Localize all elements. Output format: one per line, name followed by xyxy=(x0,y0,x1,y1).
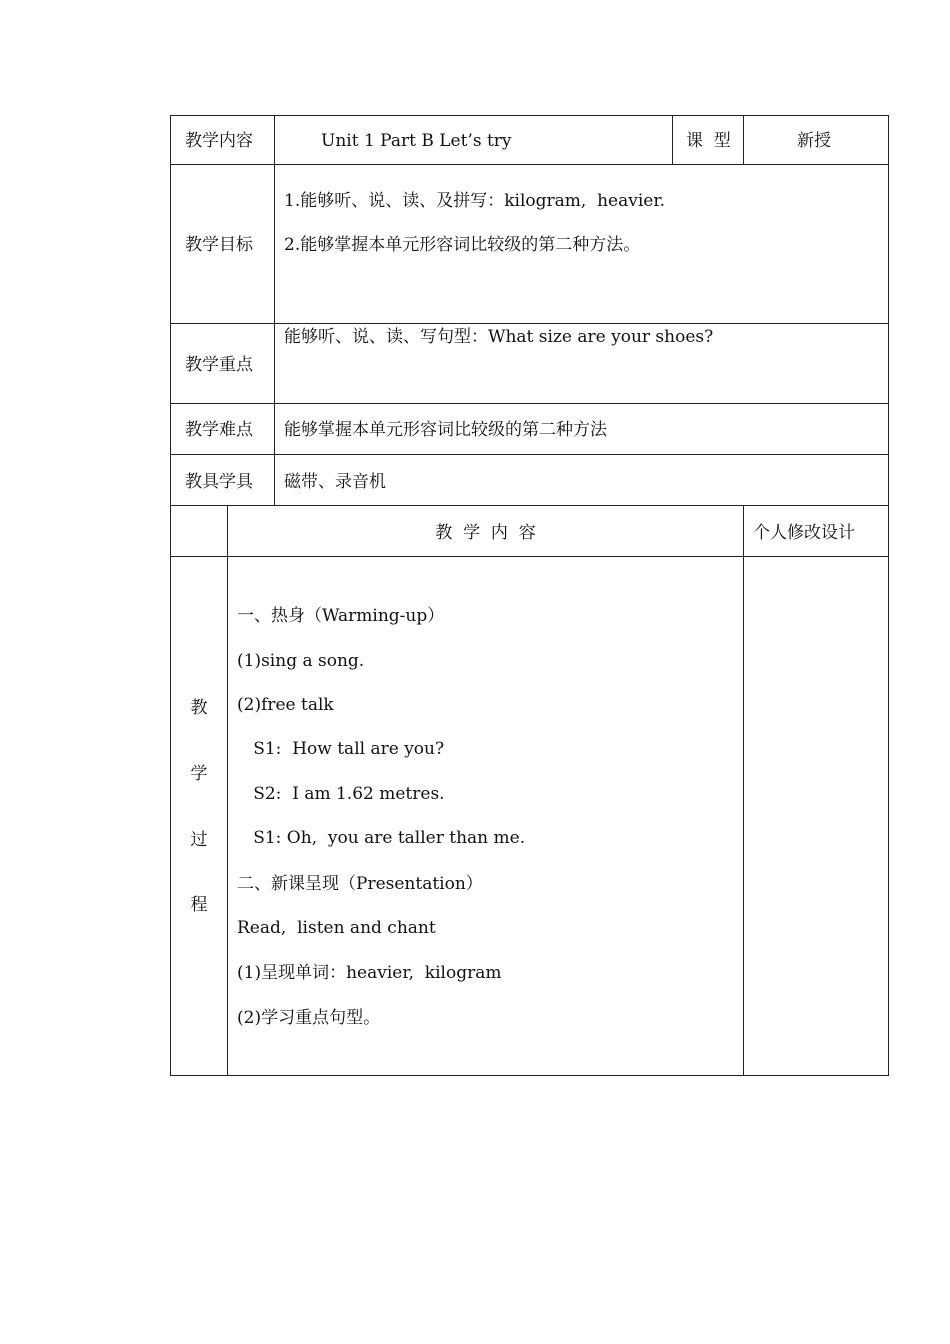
process-label-char: 教 xyxy=(190,698,208,718)
table-border-right xyxy=(888,115,889,1076)
process-label-char: 学 xyxy=(190,764,208,784)
type-label-divider-right xyxy=(743,115,744,165)
label-column-divider xyxy=(274,115,275,506)
process-line: (2)free talk xyxy=(237,695,334,715)
personal-design-divider xyxy=(743,505,744,1076)
row-divider-2 xyxy=(170,323,889,324)
type-label-divider-left xyxy=(672,115,673,165)
key-points-value: 能够听、说、读、写句型：What size are your shoes? xyxy=(284,327,714,347)
row-divider-3 xyxy=(170,403,889,404)
process-label-char: 过 xyxy=(190,830,208,850)
process-line: (1)呈现单词：heavier, kilogram xyxy=(237,963,502,983)
process-line: S2: I am 1.62 metres. xyxy=(237,784,445,804)
difficulties-value: 能够掌握本单元形容词比较级的第二种方法 xyxy=(284,420,607,440)
personal-design-title: 个人修改设计 xyxy=(753,523,855,543)
objective-item-2: 2.能够掌握本单元形容词比较级的第二种方法。 xyxy=(284,235,641,255)
aids-label: 教具学具 xyxy=(185,472,253,492)
objective-item-1: 1.能够听、说、读、及拼写：kilogram, heavier. xyxy=(284,191,666,211)
process-line: Read, listen and chant xyxy=(237,918,436,938)
aids-value: 磁带、录音机 xyxy=(284,472,386,492)
process-label xyxy=(171,690,227,930)
table-border-top xyxy=(170,115,889,116)
row-divider-4 xyxy=(170,454,889,455)
table-border-bottom xyxy=(170,1075,889,1076)
process-label-char: 程 xyxy=(190,895,208,915)
key-points-label: 教学重点 xyxy=(185,355,253,375)
process-line: S1: How tall are you? xyxy=(237,739,445,759)
process-line: (2)学习重点句型。 xyxy=(237,1008,381,1028)
type-label: 课 型 xyxy=(686,131,731,151)
objectives-label: 教学目标 xyxy=(185,235,253,255)
type-value: 新授 xyxy=(797,131,831,151)
process-line: 二、新课呈现（Presentation） xyxy=(237,874,483,894)
process-label-divider xyxy=(227,505,228,1076)
content-section-title: 教 学 内 容 xyxy=(435,523,536,543)
process-line: S1: Oh, you are taller than me. xyxy=(237,828,526,848)
row-divider-5 xyxy=(170,505,889,506)
row-divider-6 xyxy=(170,556,889,557)
content-label: 教学内容 xyxy=(185,131,253,151)
process-line: (1)sing a song. xyxy=(237,651,365,671)
row-divider-1 xyxy=(170,164,889,165)
content-value: Unit 1 Part B Let’s try xyxy=(321,131,512,151)
difficulties-label: 教学难点 xyxy=(185,420,253,440)
table-border-left xyxy=(170,115,171,1076)
process-line: 一、热身（Warming-up） xyxy=(237,606,445,626)
